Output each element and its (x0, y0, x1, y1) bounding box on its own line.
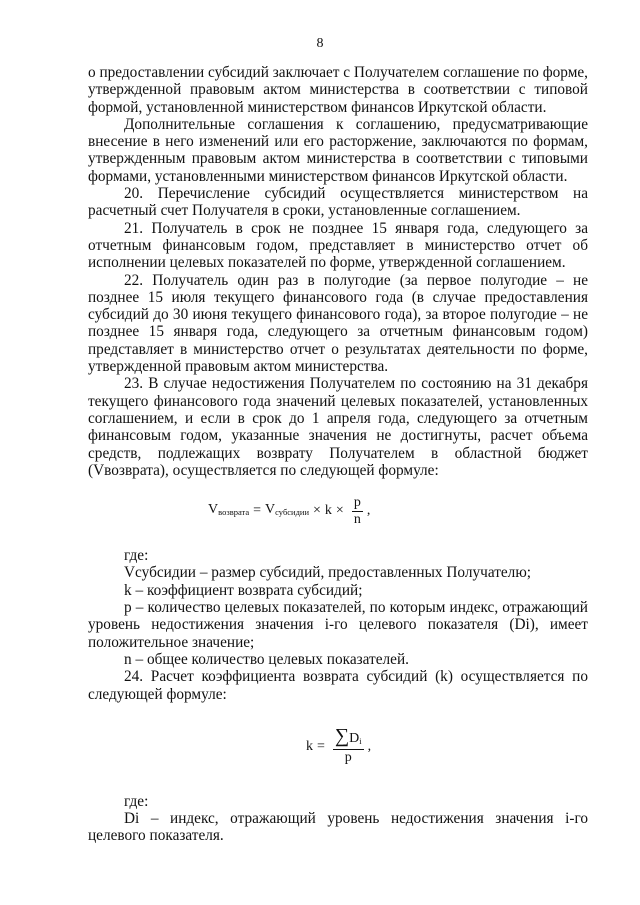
formula2-comma: , (367, 739, 372, 755)
formula2-fraction (333, 727, 364, 766)
formula1-denominator: n (353, 511, 361, 527)
formula1-times: × (313, 503, 321, 519)
formula2-lhs: k (306, 739, 313, 755)
document-body (88, 64, 588, 845)
paragraph-23: 23. В случае недостижения Получателем по состоянию на 31 декабря текущего финансового года значений целевых показателей, установленных соглашением, и если в срок до 1 апреля года, следующего за отчетным финансовым годом, указанные значения не достигнуты, расчет объема средств, подлежащих возврату Получателем в областной бюджет (Vвозврата), осуществляется по следующей формуле: (88, 375, 588, 479)
formula2-denominator: p (344, 750, 352, 766)
where-label-2: где: (124, 792, 149, 810)
paragraph-20: 20. Перечисление субсидий осуществляется министерством на расчетный счет Получателя в сроки, установленные соглашением. (88, 185, 588, 220)
paragraph-24: 24. Расчет коэффициента возврата субсидий (k) осуществляется по следующей формуле: (88, 668, 588, 703)
page-number: 8 (316, 36, 324, 51)
formula1-times-2: × (335, 503, 344, 519)
formula1-k: k (324, 503, 332, 519)
formula1-rhs-v: $V_{субсидии}$ (265, 501, 310, 517)
paragraph-22: 22. Получатель один раз в полугодие (за первое полугодие – не позднее 15 июля текущего финансового года (в случае предоставления субсидий до 30 июня текущего финансового года), за второе полугодие – не позднее 15 января года, следующего за отчетным финансовым годом) представляет в министерство отчет о результатах деятельности по форме, утвержденной правовым актом министерства. (88, 271, 588, 376)
paragraph-continuation: о предоставлении субсидий заключает с Получателем соглашение по форме, утвержденной правовым актом министерства в соответствии с типовой формой, установленной министерством финансов Иркутской области. (88, 64, 589, 116)
formula1-numerator: p (353, 494, 361, 510)
formula2-equals: = (317, 739, 325, 755)
definition-v-subsidy: Vсубсидии – размер субсидий, предоставленных Получателю; (124, 564, 531, 582)
definition-d: Di – индекс, отражающий уровень недостижения значения i-го целевого показателя. (88, 810, 588, 845)
formula1-fraction (352, 495, 363, 528)
definition-n: n – общее количество целевых показателей. (124, 650, 409, 668)
formula-refund-volume (208, 485, 588, 537)
where-label-1: где: (124, 547, 149, 565)
formula2-numerator: $\sum D_i$ (333, 727, 364, 750)
definition-k: k – коэффициент возврата субсидий; (124, 581, 363, 599)
paragraph-21: 21. Получатель в срок не позднее 15 января года, следующего за отчетным финансовым годом, представляет в министерство отчет об исполнении целевых показателей по форме, утвержденной соглашением. (88, 219, 588, 272)
formula1-comma: , (366, 503, 371, 519)
definition-p: p – количество целевых показателей, по которым индекс, отражающий уровень недостижения значения i-го целевого показателя (Di), имеет положительное значение; (88, 599, 588, 651)
formula1-lhs: $V_{возврата}$ (208, 501, 250, 517)
formula-coefficient-k (306, 721, 588, 773)
formula1-equals: = (253, 503, 262, 519)
paragraph-additional-agreements: Дополнительные соглашения к соглашению, предусматривающие внесение в него изменений или его расторжение, заключаются по формам, утвержденным правовым актом министерства в соответствии с типовыми формами, установленными министерством финансов Иркутской области. (88, 115, 588, 185)
